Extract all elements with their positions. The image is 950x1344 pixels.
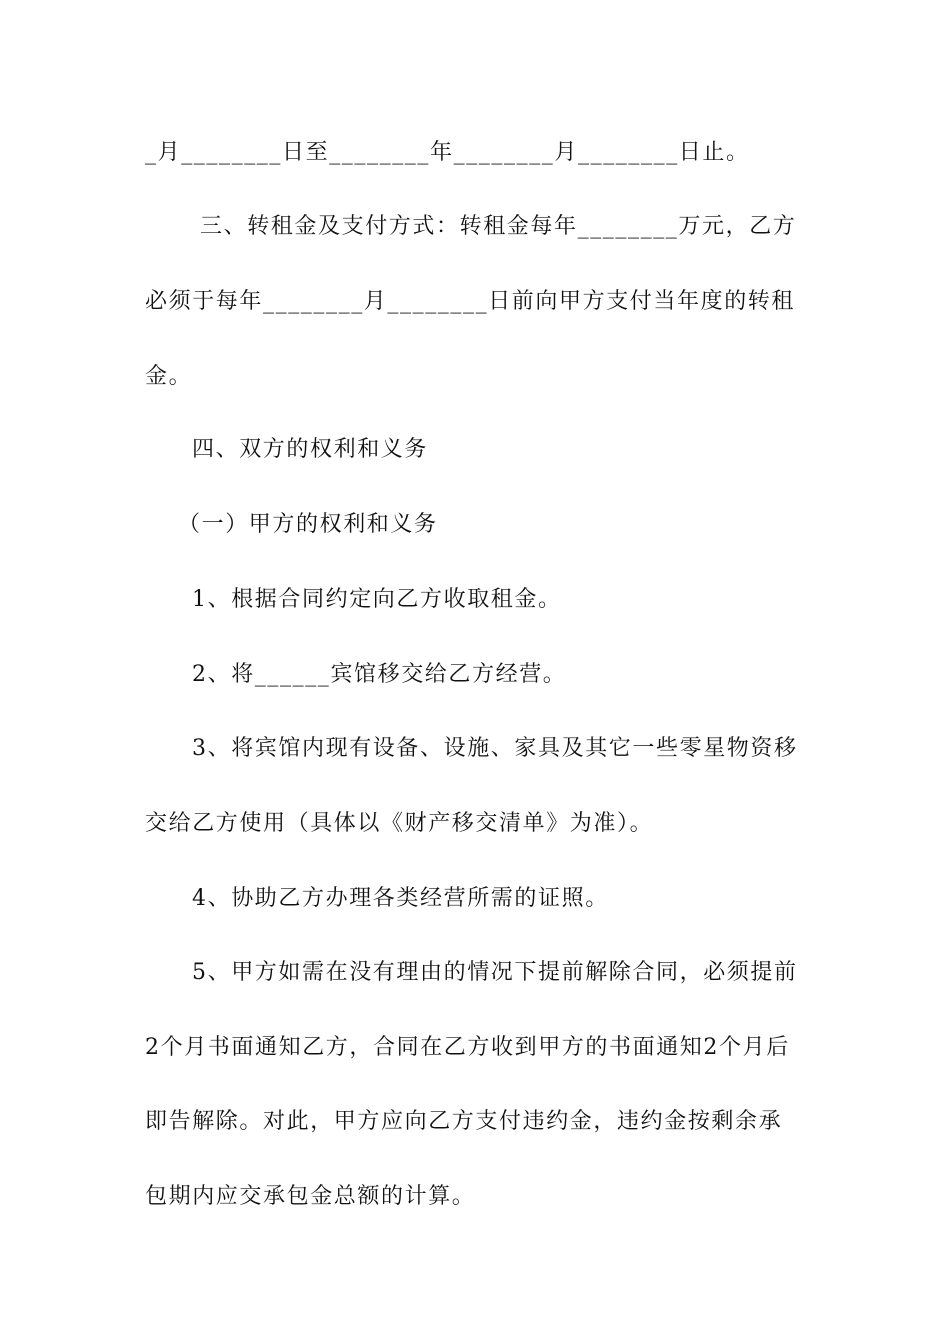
text-line-1: _月________日至________年________月________日止。 (145, 140, 750, 165)
clause-5-line-1: 5、甲方如需在没有理由的情况下提前解除合同，必须提前 (192, 960, 798, 985)
text-line-4: 金。 (145, 364, 193, 389)
clause-5-line-2: 2个月书面通知乙方，合同在乙方收到甲方的书面通知2个月后 (145, 1035, 790, 1060)
clause-3-line-2: 交给乙方使用（具体以《财产移交清单》为准）。 (145, 811, 654, 836)
text-line-2: 三、转租金及支付方式：转租金每年________万元，乙方 (200, 214, 797, 239)
text-line-3: 必须于每年________月________日前向甲方支付当年度的转租 (145, 289, 796, 314)
clause-5-line-3: 即告解除。对此，甲方应向乙方支付违约金，违约金按剩余承 (145, 1109, 783, 1134)
subsection-heading-1: （一）甲方的权利和义务 (178, 512, 438, 537)
clause-5-line-4: 包期内应交承包金总额的计算。 (145, 1184, 476, 1209)
clause-3-line-1: 3、将宾馆内现有设备、设施、家具及其它一些零星物资移 (192, 736, 798, 761)
clause-1: 1、根据合同约定向乙方收取租金。 (192, 587, 562, 612)
clause-4: 4、协助乙方办理各类经营所需的证照。 (192, 886, 609, 911)
clause-2: 2、将______宾馆移交给乙方经营。 (192, 662, 567, 687)
section-heading-4: 四、双方的权利和义务 (192, 437, 429, 462)
